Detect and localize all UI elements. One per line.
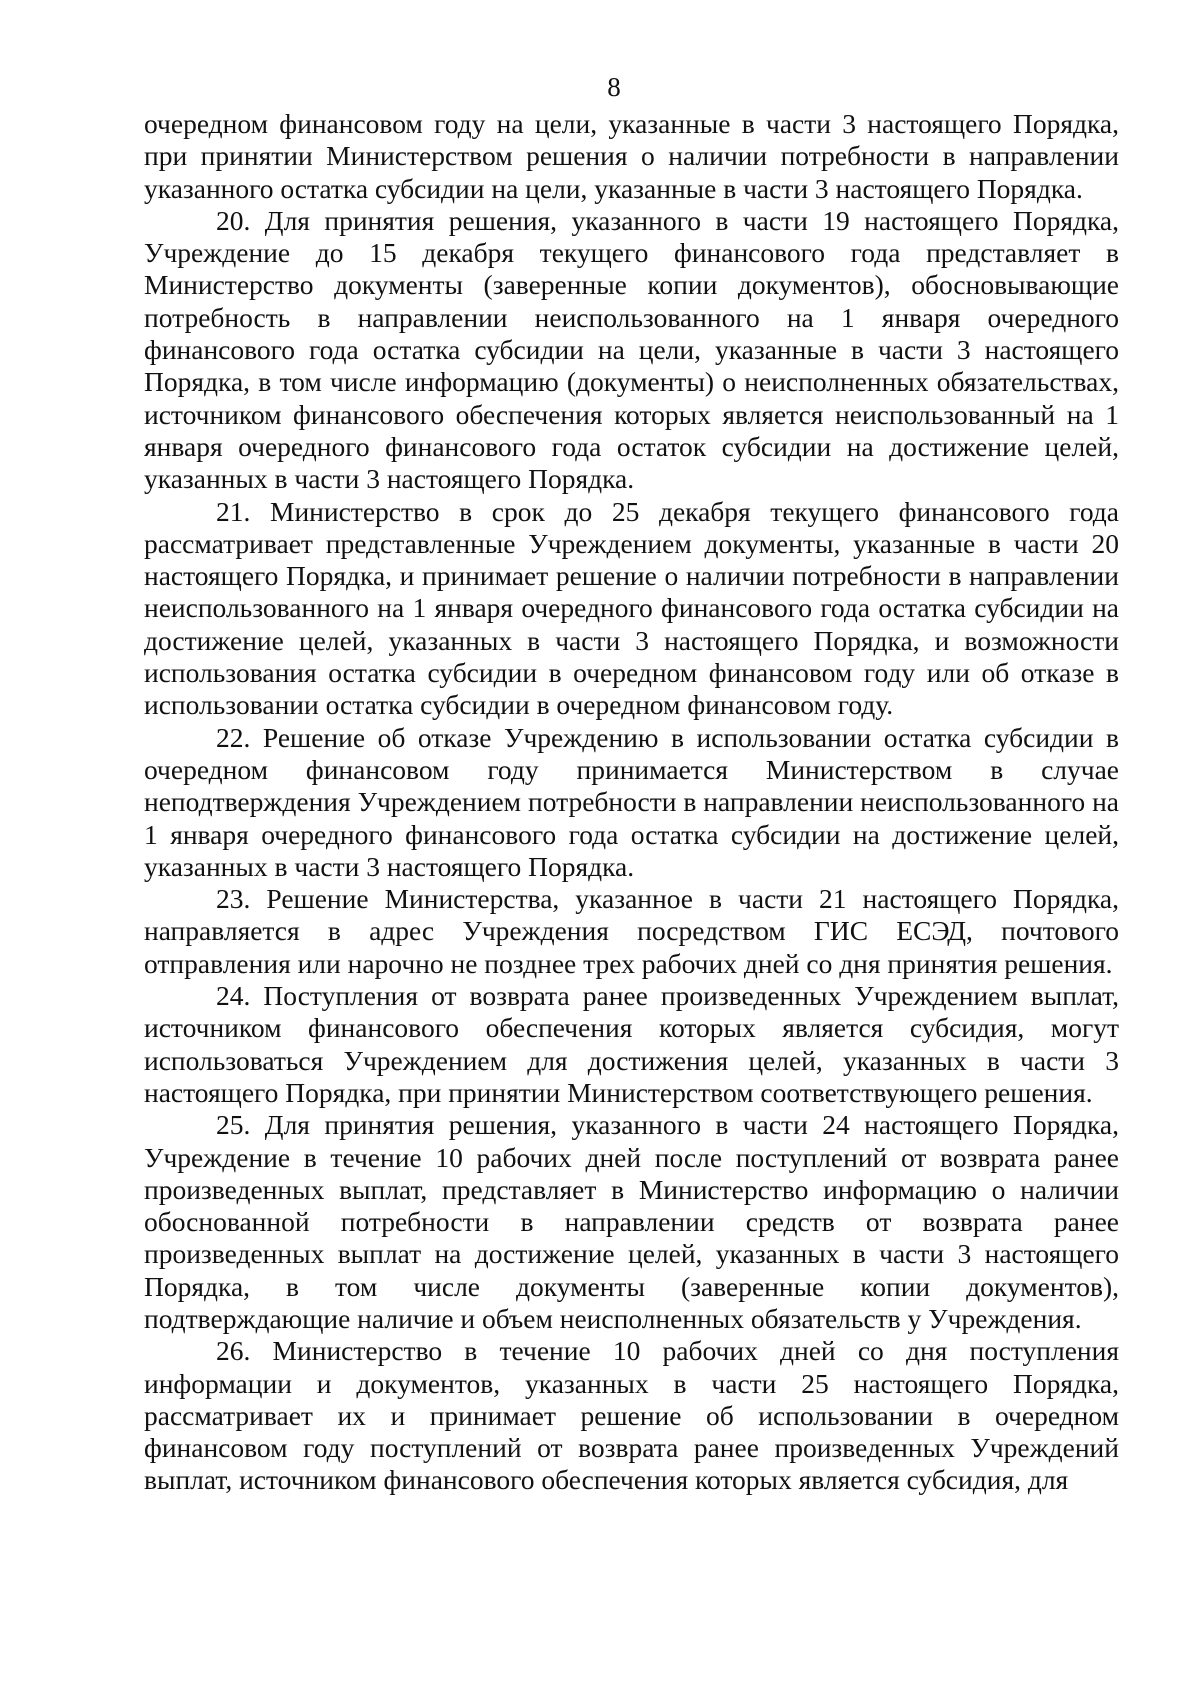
paragraph-24: 24. Поступления от возврата ранее произведенных Учреждением выплат, источником финансового обеспечения которых является субсидия, могут использоваться Учреждением для достижения целей, указанных в части 3 настоящего Порядка, при принятии Министерством соответствующего решения. bbox=[144, 980, 1119, 1108]
paragraph-20: 20. Для принятия решения, указанного в части 19 настоящего Порядка, Учреждение до 15 декабря текущего финансового года представляет в Министерство документы (заверенные копии документов), обосновывающие потребность в направлении неиспользованного на 1 января очередного финансового года остатка субсидии на цели, указанные в части 3 настоящего Порядка, в том числе информацию (документы) о неисполненных обязательствах, источником финансового обеспечения которых является неиспользованный на 1 января очередного финансового года остаток субсидии на достижение целей, указанных в части 3 настоящего Порядка. bbox=[144, 204, 1119, 495]
paragraph-23: 23. Решение Министерства, указанное в части 21 настоящего Порядка, направляется в адрес Учреждения посредством ГИС ЕСЭД, почтового отправления или нарочно не позднее трех рабочих дней со дня принятия решения. bbox=[144, 883, 1119, 979]
paragraph-26: 26. Министерство в течение 10 рабочих дней со дня поступления информации и документов, указанных в части 25 настоящего Порядка, рассматривает их и принимает решение об использовании в очередном финансовом году поступлений от возврата ранее произведенных Учреждений выплат, источником финансового обеспечения которых является субсидия, для bbox=[144, 1335, 1119, 1496]
paragraph-continuation: очередном финансовом году на цели, указанные в части 3 настоящего Порядка, при принятии Министерством решения о наличии потребности в направлении указанного остатка субсидии на цели, указанные в части 3 настоящего Порядка. bbox=[144, 108, 1119, 204]
paragraph-25: 25. Для принятия решения, указанного в части 24 настоящего Порядка, Учреждение в течение 10 рабочих дней после поступлений от возврата ранее произведенных выплат, представляет в Министерство информацию о наличии обоснованной потребности в направлении средств от возврата ранее произведенных выплат на достижение целей, указанных в части 3 настоящего Порядка, в том числе документы (заверенные копии документов), подтверждающие наличие и объем неисполненных обязательств у Учреждения. bbox=[144, 1109, 1119, 1334]
paragraph-21: 21. Министерство в срок до 25 декабря текущего финансового года рассматривает представленные Учреждением документы, указанные в части 20 настоящего Порядка, и принимает решение о наличии потребности в направлении неиспользованного на 1 января очередного финансового года остатка субсидии на достижение целей, указанных в части 3 настоящего Порядка, и возможности использования остатка субсидии в очередном финансовом году или об отказе в использовании остатка субсидии в очередном финансовом году. bbox=[144, 495, 1119, 721]
paragraph-22: 22. Решение об отказе Учреждению в использовании остатка субсидии в очередном финансовом году принимается Министерством в случае неподтверждения Учреждением потребности в направлении неиспользованного на 1 января очередного финансового года остатка субсидии на достижение целей, указанных в части 3 настоящего Порядка. bbox=[144, 721, 1119, 882]
page-number: 8 bbox=[607, 72, 621, 102]
document-body bbox=[144, 108, 1119, 1497]
